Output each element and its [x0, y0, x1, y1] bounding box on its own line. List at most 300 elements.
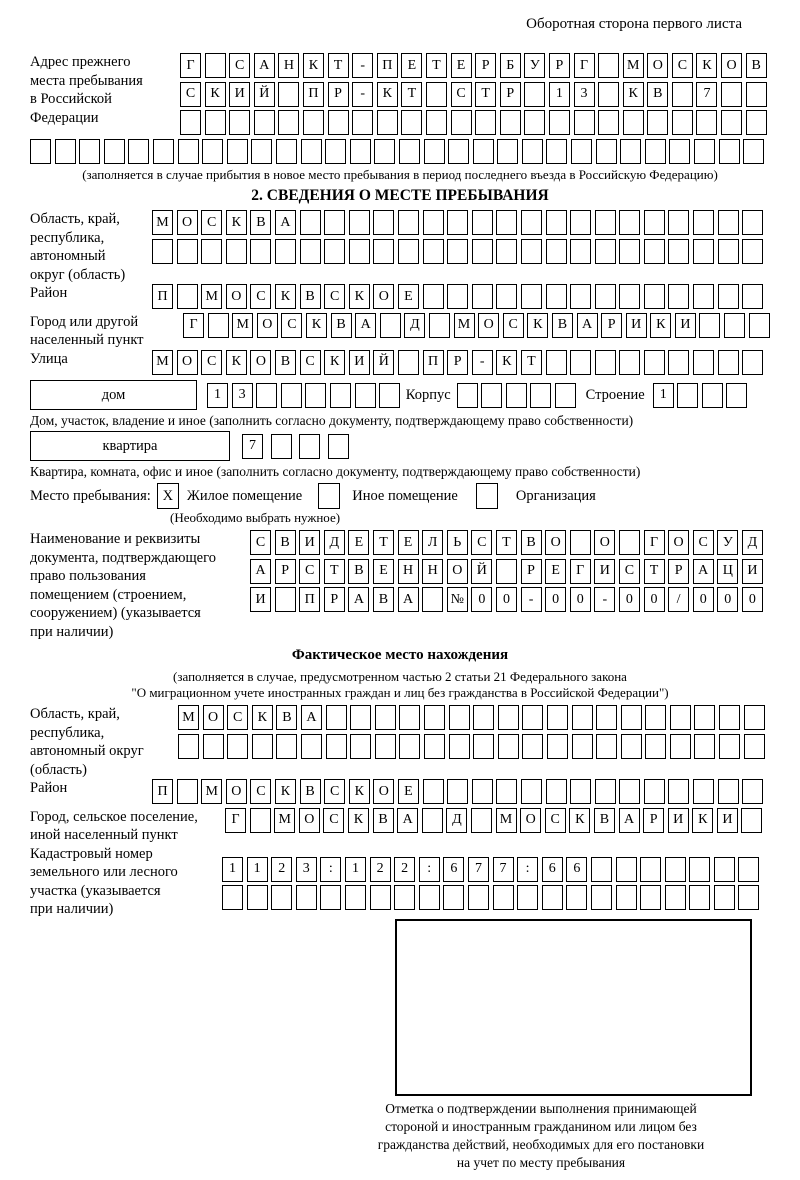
char-cell[interactable]: 0	[693, 587, 714, 612]
char-cell[interactable]	[498, 705, 519, 730]
char-cell[interactable]: Т	[426, 53, 447, 78]
char-cell[interactable]	[696, 110, 717, 135]
char-cell[interactable]	[619, 530, 640, 555]
char-cell[interactable]	[374, 139, 395, 164]
char-cell[interactable]	[399, 734, 420, 759]
char-cell[interactable]: Г	[644, 530, 665, 555]
char-cell[interactable]	[718, 350, 739, 375]
char-cell[interactable]: М	[201, 779, 222, 804]
char-cell[interactable]: С	[229, 53, 250, 78]
char-cell[interactable]: Н	[278, 53, 299, 78]
char-cell[interactable]: Т	[373, 530, 394, 555]
char-cell[interactable]	[227, 734, 248, 759]
char-cell[interactable]	[55, 139, 76, 164]
char-cell[interactable]	[379, 383, 400, 408]
char-cell[interactable]	[493, 885, 514, 910]
char-cell[interactable]	[689, 857, 710, 882]
char-cell[interactable]	[300, 239, 321, 264]
house-type-box[interactable]: дом	[30, 380, 197, 410]
char-cell[interactable]: :	[320, 857, 341, 882]
char-cell[interactable]	[719, 139, 740, 164]
char-cell[interactable]: К	[226, 350, 247, 375]
char-cell[interactable]: Г	[183, 313, 204, 338]
char-cell[interactable]: Р	[447, 350, 468, 375]
char-cell[interactable]: С	[324, 779, 345, 804]
char-cell[interactable]: А	[348, 587, 369, 612]
char-cell[interactable]: Л	[422, 530, 443, 555]
char-cell[interactable]: -	[521, 587, 542, 612]
char-cell[interactable]	[598, 82, 619, 107]
char-cell[interactable]	[398, 210, 419, 235]
char-cell[interactable]	[472, 239, 493, 264]
char-cell[interactable]	[721, 110, 742, 135]
char-cell[interactable]	[424, 705, 445, 730]
char-cell[interactable]: А	[577, 313, 598, 338]
char-cell[interactable]	[326, 734, 347, 759]
char-cell[interactable]	[325, 139, 346, 164]
char-cell[interactable]: К	[303, 53, 324, 78]
char-cell[interactable]: А	[301, 705, 322, 730]
char-cell[interactable]: Т	[401, 82, 422, 107]
char-cell[interactable]: С	[299, 559, 320, 584]
char-cell[interactable]	[352, 110, 373, 135]
char-cell[interactable]: 2	[394, 857, 415, 882]
char-cell[interactable]	[521, 284, 542, 309]
char-cell[interactable]	[401, 110, 422, 135]
char-cell[interactable]	[719, 705, 740, 730]
char-cell[interactable]	[670, 705, 691, 730]
char-cell[interactable]	[473, 734, 494, 759]
char-cell[interactable]	[521, 779, 542, 804]
char-cell[interactable]: М	[496, 808, 517, 833]
char-cell[interactable]	[744, 734, 765, 759]
char-cell[interactable]	[447, 779, 468, 804]
char-cell[interactable]: О	[177, 210, 198, 235]
char-cell[interactable]	[742, 210, 763, 235]
char-cell[interactable]: У	[717, 530, 738, 555]
char-cell[interactable]	[619, 779, 640, 804]
char-cell[interactable]: В	[331, 313, 352, 338]
char-cell[interactable]: В	[300, 284, 321, 309]
char-cell[interactable]: №	[447, 587, 468, 612]
char-cell[interactable]	[350, 139, 371, 164]
char-cell[interactable]: М	[232, 313, 253, 338]
char-cell[interactable]	[423, 779, 444, 804]
char-cell[interactable]	[222, 885, 243, 910]
char-cell[interactable]: П	[299, 587, 320, 612]
char-cell[interactable]	[254, 110, 275, 135]
char-cell[interactable]	[522, 705, 543, 730]
char-cell[interactable]	[377, 110, 398, 135]
char-cell[interactable]	[180, 110, 201, 135]
char-cell[interactable]	[349, 239, 370, 264]
char-cell[interactable]	[596, 734, 617, 759]
char-cell[interactable]: О	[647, 53, 668, 78]
char-cell[interactable]	[693, 284, 714, 309]
char-cell[interactable]	[721, 82, 742, 107]
char-cell[interactable]	[517, 885, 538, 910]
char-cell[interactable]	[424, 734, 445, 759]
char-cell[interactable]: 0	[545, 587, 566, 612]
char-cell[interactable]: С	[545, 808, 566, 833]
char-cell[interactable]: 2	[370, 857, 391, 882]
char-cell[interactable]: Т	[521, 350, 542, 375]
char-cell[interactable]	[644, 779, 665, 804]
char-cell[interactable]	[689, 885, 710, 910]
char-cell[interactable]: И	[250, 587, 271, 612]
char-cell[interactable]	[320, 885, 341, 910]
char-cell[interactable]	[746, 82, 767, 107]
char-cell[interactable]	[497, 139, 518, 164]
char-cell[interactable]	[328, 110, 349, 135]
char-cell[interactable]	[694, 734, 715, 759]
char-cell[interactable]: Г	[180, 53, 201, 78]
char-cell[interactable]: О	[545, 530, 566, 555]
char-cell[interactable]: И	[668, 808, 689, 833]
char-cell[interactable]	[718, 210, 739, 235]
char-cell[interactable]	[718, 239, 739, 264]
char-cell[interactable]: 0	[619, 587, 640, 612]
char-cell[interactable]: 1	[549, 82, 570, 107]
char-cell[interactable]	[619, 210, 640, 235]
char-cell[interactable]	[449, 734, 470, 759]
char-cell[interactable]	[749, 313, 770, 338]
char-cell[interactable]	[326, 705, 347, 730]
char-cell[interactable]	[443, 885, 464, 910]
char-cell[interactable]	[644, 284, 665, 309]
char-cell[interactable]	[665, 857, 686, 882]
char-cell[interactable]: М	[274, 808, 295, 833]
char-cell[interactable]	[30, 139, 51, 164]
char-cell[interactable]	[694, 705, 715, 730]
char-cell[interactable]: Р	[475, 53, 496, 78]
char-cell[interactable]	[496, 559, 517, 584]
char-cell[interactable]: 1	[247, 857, 268, 882]
char-cell[interactable]	[79, 139, 100, 164]
char-cell[interactable]: О	[478, 313, 499, 338]
char-cell[interactable]	[250, 808, 271, 833]
char-cell[interactable]	[668, 350, 689, 375]
char-cell[interactable]	[276, 734, 297, 759]
char-cell[interactable]: С	[693, 530, 714, 555]
char-cell[interactable]	[153, 139, 174, 164]
char-cell[interactable]	[668, 779, 689, 804]
char-cell[interactable]	[104, 139, 125, 164]
char-cell[interactable]: О	[447, 559, 468, 584]
char-cell[interactable]	[570, 284, 591, 309]
char-cell[interactable]: П	[303, 82, 324, 107]
char-cell[interactable]	[448, 139, 469, 164]
char-cell[interactable]: А	[275, 210, 296, 235]
char-cell[interactable]	[746, 110, 767, 135]
char-cell[interactable]: С	[201, 350, 222, 375]
char-cell[interactable]: В	[594, 808, 615, 833]
char-cell[interactable]	[355, 383, 376, 408]
char-cell[interactable]	[591, 857, 612, 882]
char-cell[interactable]: К	[226, 210, 247, 235]
char-cell[interactable]: Р	[601, 313, 622, 338]
char-cell[interactable]: Д	[404, 313, 425, 338]
char-cell[interactable]	[426, 110, 447, 135]
char-cell[interactable]: Р	[275, 559, 296, 584]
char-cell[interactable]: 0	[496, 587, 517, 612]
char-cell[interactable]	[693, 239, 714, 264]
char-cell[interactable]: С	[324, 284, 345, 309]
char-cell[interactable]	[570, 210, 591, 235]
char-cell[interactable]	[399, 139, 420, 164]
char-cell[interactable]	[521, 210, 542, 235]
char-cell[interactable]	[521, 239, 542, 264]
char-cell[interactable]: -	[352, 82, 373, 107]
char-cell[interactable]	[275, 239, 296, 264]
char-cell[interactable]: Е	[348, 530, 369, 555]
char-cell[interactable]	[595, 284, 616, 309]
char-cell[interactable]: В	[521, 530, 542, 555]
char-cell[interactable]	[742, 284, 763, 309]
char-cell[interactable]: И	[717, 808, 738, 833]
char-cell[interactable]: С	[323, 808, 344, 833]
char-cell[interactable]: О	[299, 808, 320, 833]
char-cell[interactable]: М	[454, 313, 475, 338]
char-cell[interactable]	[229, 110, 250, 135]
char-cell[interactable]: Г	[570, 559, 591, 584]
char-cell[interactable]: 7	[696, 82, 717, 107]
char-cell[interactable]	[251, 139, 272, 164]
char-cell[interactable]	[328, 434, 349, 459]
char-cell[interactable]: О	[250, 350, 271, 375]
char-cell[interactable]: Ь	[447, 530, 468, 555]
char-cell[interactable]	[457, 383, 478, 408]
char-cell[interactable]: Р	[668, 559, 689, 584]
char-cell[interactable]: И	[229, 82, 250, 107]
char-cell[interactable]	[693, 210, 714, 235]
char-cell[interactable]: О	[520, 808, 541, 833]
char-cell[interactable]: 0	[644, 587, 665, 612]
char-cell[interactable]	[546, 284, 567, 309]
char-cell[interactable]	[271, 434, 292, 459]
char-cell[interactable]: А	[250, 559, 271, 584]
char-cell[interactable]	[546, 210, 567, 235]
char-cell[interactable]: Е	[401, 53, 422, 78]
char-cell[interactable]	[595, 779, 616, 804]
char-cell[interactable]	[555, 383, 576, 408]
char-cell[interactable]: Д	[742, 530, 763, 555]
char-cell[interactable]	[278, 110, 299, 135]
char-cell[interactable]	[203, 734, 224, 759]
char-cell[interactable]	[423, 210, 444, 235]
char-cell[interactable]: 3	[574, 82, 595, 107]
char-cell[interactable]	[468, 885, 489, 910]
char-cell[interactable]	[256, 383, 277, 408]
char-cell[interactable]	[276, 139, 297, 164]
char-cell[interactable]	[177, 284, 198, 309]
char-cell[interactable]: М	[178, 705, 199, 730]
char-cell[interactable]: 0	[742, 587, 763, 612]
char-cell[interactable]	[591, 885, 612, 910]
char-cell[interactable]: А	[254, 53, 275, 78]
char-cell[interactable]: /	[668, 587, 689, 612]
char-cell[interactable]: М	[152, 350, 173, 375]
char-cell[interactable]	[305, 383, 326, 408]
char-cell[interactable]: К	[527, 313, 548, 338]
char-cell[interactable]: И	[675, 313, 696, 338]
char-cell[interactable]: Р	[324, 587, 345, 612]
char-cell[interactable]	[644, 350, 665, 375]
char-cell[interactable]: Й	[254, 82, 275, 107]
char-cell[interactable]	[669, 139, 690, 164]
char-cell[interactable]	[373, 239, 394, 264]
char-cell[interactable]	[177, 779, 198, 804]
char-cell[interactable]	[693, 350, 714, 375]
char-cell[interactable]	[621, 734, 642, 759]
char-cell[interactable]: Г	[225, 808, 246, 833]
char-cell[interactable]: С	[471, 530, 492, 555]
char-cell[interactable]	[275, 587, 296, 612]
char-cell[interactable]: Т	[644, 559, 665, 584]
char-cell[interactable]: Г	[574, 53, 595, 78]
char-cell[interactable]: О	[668, 530, 689, 555]
char-cell[interactable]: 6	[443, 857, 464, 882]
checkbox-organization[interactable]	[476, 483, 498, 509]
char-cell[interactable]: Р	[328, 82, 349, 107]
checkbox-other-premises[interactable]	[318, 483, 340, 509]
char-cell[interactable]	[672, 82, 693, 107]
char-cell[interactable]: 6	[566, 857, 587, 882]
char-cell[interactable]: В	[348, 559, 369, 584]
char-cell[interactable]	[423, 239, 444, 264]
char-cell[interactable]	[546, 139, 567, 164]
char-cell[interactable]	[566, 885, 587, 910]
char-cell[interactable]: С	[281, 313, 302, 338]
char-cell[interactable]	[524, 82, 545, 107]
char-cell[interactable]	[303, 110, 324, 135]
char-cell[interactable]	[644, 210, 665, 235]
char-cell[interactable]: О	[373, 779, 394, 804]
char-cell[interactable]	[205, 53, 226, 78]
char-cell[interactable]	[373, 210, 394, 235]
char-cell[interactable]: Е	[398, 530, 419, 555]
char-cell[interactable]: В	[647, 82, 668, 107]
char-cell[interactable]: М	[201, 284, 222, 309]
char-cell[interactable]: Й	[471, 559, 492, 584]
char-cell[interactable]	[546, 239, 567, 264]
char-cell[interactable]: А	[355, 313, 376, 338]
char-cell[interactable]	[596, 139, 617, 164]
char-cell[interactable]	[271, 885, 292, 910]
char-cell[interactable]: 1	[345, 857, 366, 882]
char-cell[interactable]	[349, 210, 370, 235]
char-cell[interactable]: С	[672, 53, 693, 78]
char-cell[interactable]: -	[594, 587, 615, 612]
char-cell[interactable]	[668, 210, 689, 235]
char-cell[interactable]: И	[626, 313, 647, 338]
char-cell[interactable]	[619, 239, 640, 264]
char-cell[interactable]	[429, 313, 450, 338]
char-cell[interactable]: 2	[271, 857, 292, 882]
char-cell[interactable]: К	[349, 779, 370, 804]
char-cell[interactable]	[547, 734, 568, 759]
char-cell[interactable]: :	[517, 857, 538, 882]
char-cell[interactable]: О	[226, 284, 247, 309]
char-cell[interactable]	[718, 284, 739, 309]
char-cell[interactable]	[380, 313, 401, 338]
char-cell[interactable]	[570, 779, 591, 804]
char-cell[interactable]	[546, 350, 567, 375]
char-cell[interactable]: Р	[521, 559, 542, 584]
char-cell[interactable]	[496, 239, 517, 264]
char-cell[interactable]: М	[623, 53, 644, 78]
char-cell[interactable]: Е	[398, 779, 419, 804]
char-cell[interactable]: С	[227, 705, 248, 730]
char-cell[interactable]	[496, 779, 517, 804]
char-cell[interactable]: Р	[643, 808, 664, 833]
char-cell[interactable]: А	[693, 559, 714, 584]
char-cell[interactable]	[475, 110, 496, 135]
char-cell[interactable]: С	[451, 82, 472, 107]
char-cell[interactable]: А	[397, 808, 418, 833]
char-cell[interactable]: О	[203, 705, 224, 730]
char-cell[interactable]: Т	[324, 559, 345, 584]
char-cell[interactable]: У	[524, 53, 545, 78]
char-cell[interactable]	[644, 239, 665, 264]
char-cell[interactable]	[743, 139, 764, 164]
char-cell[interactable]: О	[257, 313, 278, 338]
char-cell[interactable]	[616, 885, 637, 910]
char-cell[interactable]	[398, 239, 419, 264]
char-cell[interactable]	[299, 434, 320, 459]
char-cell[interactable]	[621, 705, 642, 730]
char-cell[interactable]: П	[152, 779, 173, 804]
char-cell[interactable]: Р	[549, 53, 570, 78]
char-cell[interactable]: С	[300, 350, 321, 375]
char-cell[interactable]: 7	[468, 857, 489, 882]
char-cell[interactable]	[668, 284, 689, 309]
char-cell[interactable]: 0	[717, 587, 738, 612]
char-cell[interactable]: И	[299, 530, 320, 555]
char-cell[interactable]: К	[205, 82, 226, 107]
char-cell[interactable]	[205, 110, 226, 135]
char-cell[interactable]: П	[152, 284, 173, 309]
char-cell[interactable]	[471, 808, 492, 833]
char-cell[interactable]	[178, 734, 199, 759]
char-cell[interactable]: В	[746, 53, 767, 78]
char-cell[interactable]	[640, 857, 661, 882]
char-cell[interactable]: Й	[373, 350, 394, 375]
char-cell[interactable]	[670, 734, 691, 759]
char-cell[interactable]	[472, 210, 493, 235]
char-cell[interactable]	[595, 210, 616, 235]
char-cell[interactable]: 7	[242, 434, 263, 459]
char-cell[interactable]: К	[275, 284, 296, 309]
char-cell[interactable]	[370, 885, 391, 910]
char-cell[interactable]	[324, 239, 345, 264]
char-cell[interactable]	[620, 139, 641, 164]
char-cell[interactable]: 0	[570, 587, 591, 612]
char-cell[interactable]	[422, 587, 443, 612]
char-cell[interactable]: В	[552, 313, 573, 338]
char-cell[interactable]	[177, 239, 198, 264]
char-cell[interactable]: С	[201, 210, 222, 235]
char-cell[interactable]	[595, 239, 616, 264]
char-cell[interactable]	[178, 139, 199, 164]
char-cell[interactable]	[640, 885, 661, 910]
char-cell[interactable]	[738, 885, 759, 910]
char-cell[interactable]	[524, 110, 545, 135]
char-cell[interactable]	[300, 210, 321, 235]
char-cell[interactable]: В	[300, 779, 321, 804]
char-cell[interactable]	[726, 383, 747, 408]
char-cell[interactable]	[447, 210, 468, 235]
